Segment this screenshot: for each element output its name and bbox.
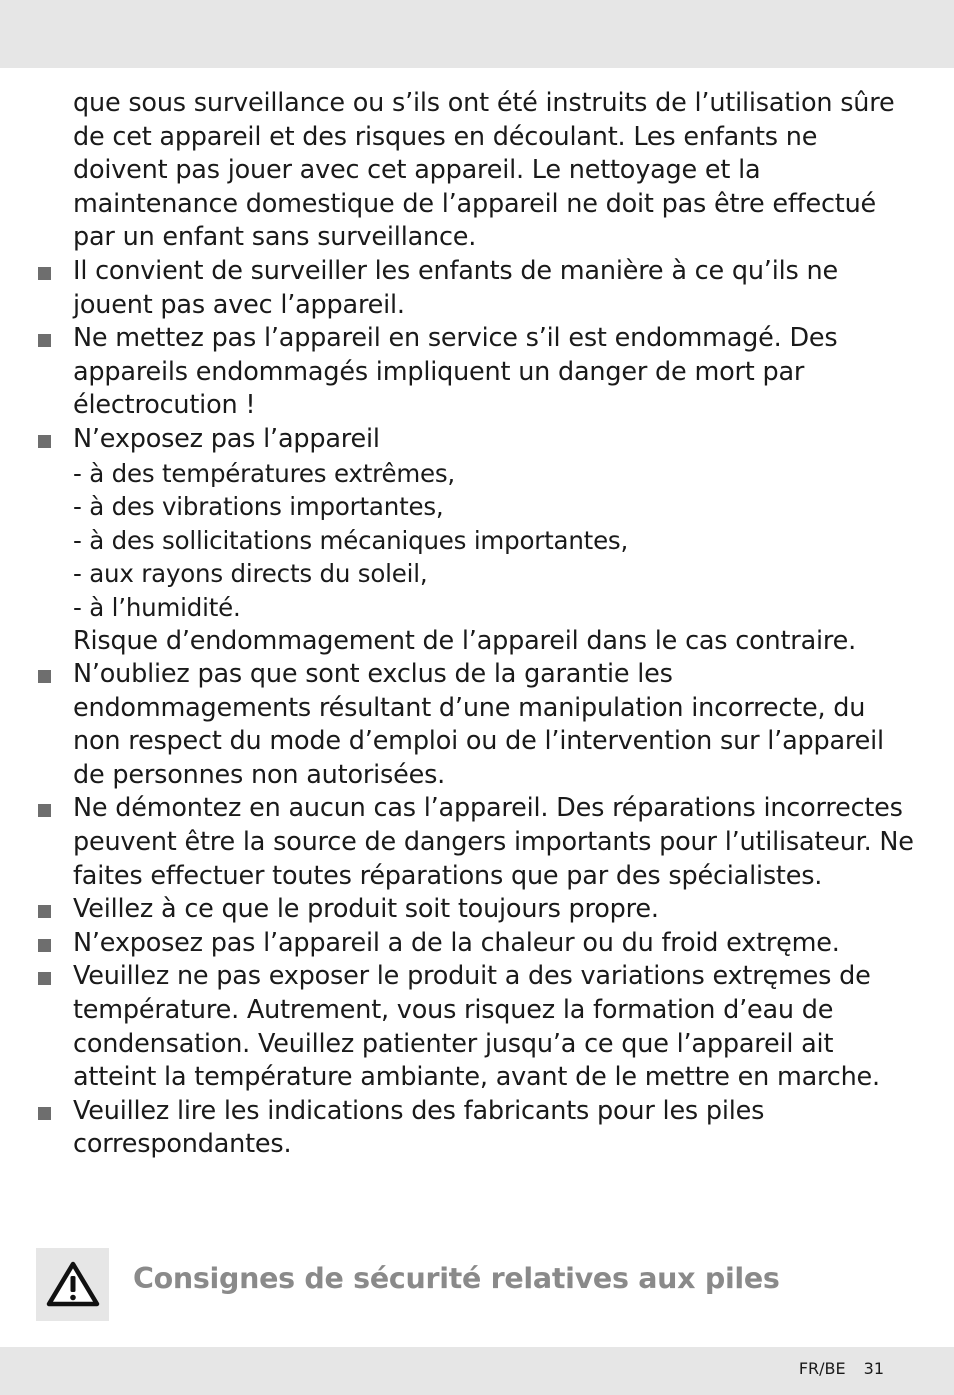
footer bbox=[799, 1359, 884, 1378]
list-item-text: Ne mettez pas l’appareil en service s’il est endommagé. Des appareils endommagés impliquent un danger de mort par électrocution ! bbox=[73, 323, 838, 421]
list-item bbox=[28, 893, 918, 927]
bullet-square-icon bbox=[38, 267, 51, 280]
header-band bbox=[0, 0, 954, 68]
list-item bbox=[28, 792, 918, 893]
sub-list-item: - à des sollicitations mécaniques importantes, bbox=[73, 525, 629, 555]
list-item bbox=[28, 322, 918, 423]
list-item-text: Veuillez ne pas exposer le produit a des variations extręmes de température. Autrement, vous risquez la formation d’eau de condensation. Veuillez patienter jusqu’a ce que l’appareil ait atteint la température ambiante, avant de le mettre en marche. bbox=[73, 961, 880, 1093]
list-item-text: Veillez à ce que le produit soit toujours propre. bbox=[73, 894, 659, 925]
list-item bbox=[28, 255, 918, 322]
intro-paragraph: que sous surveillance ou s’ils ont été instruits de l’utilisation sûre de cet appareil et des risques en découlant. Les enfants ne doivent pas jouer avec cet appareil. Le nettoyage et la maintenance domestique de l’appareil ne doit pas être effectué par un enfant sans surveillance. bbox=[73, 88, 895, 253]
document-body bbox=[28, 87, 918, 1162]
warning-triangle-icon bbox=[36, 1248, 109, 1321]
sub-list-item: - à des températures extrêmes, bbox=[73, 458, 456, 488]
section-heading-row bbox=[36, 1248, 916, 1321]
page-number: 31 bbox=[863, 1359, 884, 1378]
list-item-text: N’exposez pas l’appareil bbox=[73, 423, 380, 454]
list-item bbox=[28, 927, 918, 961]
section-title: Consignes de sécurité relatives aux piles bbox=[133, 1262, 780, 1295]
list-item-followup: Risque d’endommagement de l’appareil dans le cas contraire. bbox=[73, 625, 856, 656]
sub-list-item: - aux rayons directs du soleil, bbox=[73, 559, 428, 589]
bullet-square-icon bbox=[38, 670, 51, 683]
list-item bbox=[28, 423, 918, 658]
warning-triangle-svg bbox=[45, 1260, 101, 1308]
list-item-text: N’exposez pas l’appareil a de la chaleur ou du froid extręme. bbox=[73, 927, 840, 958]
bullet-square-icon bbox=[38, 905, 51, 918]
list-item bbox=[28, 960, 918, 1094]
list-item bbox=[28, 1095, 918, 1162]
bullet-square-icon bbox=[38, 435, 51, 448]
bullet-square-icon bbox=[38, 334, 51, 347]
bullet-square-icon bbox=[38, 939, 51, 952]
sub-list-item: - à des vibrations importantes, bbox=[73, 492, 444, 522]
list-item-text: Ne démontez en aucun cas l’appareil. Des réparations incorrectes peuvent être la source de dangers importants pour l’utilisateur. Ne faites effectuer toutes réparations que par des spécialistes. bbox=[73, 793, 914, 891]
list-item-text: N’oubliez pas que sont exclus de la garantie les endommagements résultant d’une manipulation incorrecte, du non respect du mode d’emploi ou de l’intervention sur l’appareil de personnes non autorisées. bbox=[73, 659, 884, 790]
list-item bbox=[28, 658, 918, 792]
bullet-square-icon bbox=[38, 804, 51, 817]
footer-language: FR/BE bbox=[798, 1359, 846, 1378]
list-item-text: Veuillez lire les indications des fabricants pour les piles correspondantes. bbox=[73, 1095, 765, 1160]
sub-list-item: - à l’humidité. bbox=[73, 592, 241, 622]
bullet-square-icon bbox=[38, 972, 51, 985]
bullet-square-icon bbox=[38, 1107, 51, 1120]
list-item-text: Il convient de surveiller les enfants de manière à ce qu’ils ne jouent pas avec l’appareil. bbox=[73, 255, 838, 320]
